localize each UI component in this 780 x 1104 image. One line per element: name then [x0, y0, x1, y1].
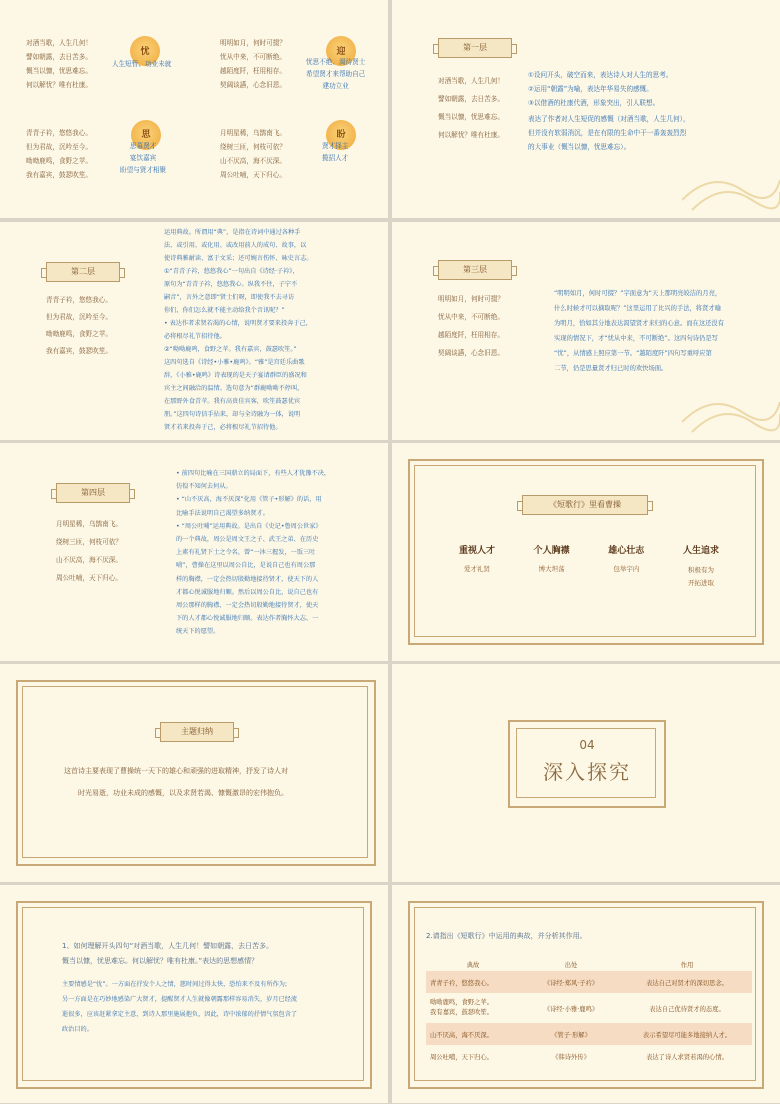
table-row [426, 971, 752, 993]
caption: 人生短暂、功业未就 [112, 60, 172, 68]
cell: 《管子·形解》 [551, 1031, 591, 1039]
cell: 青青子衿，悠悠我心。 [430, 979, 493, 987]
answer: 主要情感是“忧”。一方面在抒发个人之情，慈时间过得太快，恐怕来不及有所作为; 另一方面是在巧妙地感染广大贤才，提醒贤才人生就像朝露那样容易消失，岁月已经流 逝很多，应该赶紧拿定主意，到诗人那里施展抱负，因此，诗中浓郁的抒情气氛包含了 政治目的。 [62, 981, 298, 1033]
poem: 月明星稀，乌鹊南飞。 绕树三匝，何枝可依？ 山不厌高，海不厌深。 周公吐哺，天下归心。 [56, 520, 122, 582]
poem-bottom-left: 青青子衿，悠悠我心。 但为君故，沉吟至今。 呦呦鹿鸣，食野之苹。 我有嘉宾，鼓瑟吹笙。 [26, 129, 92, 179]
table-row [426, 1023, 752, 1045]
cell: 山不厌高，海不厌深。 [430, 1031, 493, 1039]
section-title: 《短歌行》里看曹操 [522, 495, 648, 515]
poem: 明明如月，何时可掇？ 忧从中来，不可断绝。 越陌度阡，枉用相存。 契阔谈讌，心念旧恩。 [438, 295, 504, 357]
analysis-text: • 前四句比喻在三国鼎立的局面下，有些人才犹豫不决， 仿徨不知何去何从。 • “山不厌高，海不厌深”化用《管子•形解》的话，用 比喻手法说明自己渴望多纳贤才。 • “周公吐哺”运用典故。是出自《史记•鲁周公世家》 的一个典故，周公是周文王之子、武王之弟、在历史 上素有礼贤下士之令名，曾“一沐三握发，一饭三吐 哺”，曹操在这里以周公自比，是说自己也有周公那 样的胸襟，一定会热切殷勤地接待贤才，使天下的人 才都心悦诚服地归顺。然后以周公自比，说自己也有 周公那样的胸襟，一定会热切殷勤地接待贤才，使天 下的人才都心悦诚服地归顺。表达作者胸怀大志、一 统天下的愿望。 [176, 470, 331, 636]
table-row [426, 1045, 752, 1067]
header-cell: 出处 [564, 961, 578, 969]
summary: 表达了作者对人生短促的感慨（对酒当歌，人生几何）， 但并没有软弱消沉，是在有限的生命中干一番轰轰烈烈 的大事业（慨当以慷，忧思难忘）。 [528, 115, 690, 151]
slide-8 [392, 664, 780, 882]
theme-text: 这首诗主要表现了曹操统一天下的雄心和顽强的进取精神，抒发了诗人对 时光易逝，功业未成的感慨，以及求贤若渴、慷慨激昂的宏伟抱负。 [64, 767, 288, 797]
trait-heading: 人生追求 [682, 546, 719, 556]
caption: 贤才择主 揽招人才 [322, 142, 349, 162]
slide-2 [392, 0, 780, 218]
notes: ①设问开头，破空而来，表达诗人对人生的思考。 ②运用“朝露”为喻，表达年华易失的感慨。 ③以借酒的杜康代酒，形象突出，引人联想。 [528, 71, 673, 107]
cell: 《韩诗外传》 [552, 1053, 590, 1061]
table-header [426, 957, 752, 971]
icon-char: 忧 [140, 47, 150, 57]
cell: 《诗经·郑风·子衿》 [543, 979, 599, 987]
trait-sub: 博大坦荡 [538, 565, 565, 573]
section-title: 深入探究 [543, 760, 631, 784]
section-label: 主题归纳 [160, 722, 234, 742]
poem-top-left: 对酒当歌，人生几何！ 譬如朝露，去日苦多。 慨当以慷，忧思难忘。 何以解忧？唯有杜康。 [26, 39, 92, 89]
cell: 表示希望尽可能多地接纳人才。 [642, 1031, 732, 1039]
table-row [426, 993, 752, 1023]
slide-4 [392, 222, 780, 440]
header-cell: 典故 [466, 961, 480, 969]
section-label: 第三层 [438, 260, 512, 280]
poem-top-right: 明明如月，何时可掇？ 忧从中来，不可断绝。 越陌度阡，枉用相存。 契阔谈讌，心念旧恩。 [220, 39, 286, 89]
analysis-text: “明明如月，何时可掇？”字面意为“天上那明亮皎洁的月亮， 什么时候才可以摘取呢？”这里运用了比兴的手法，将贤才喻 为明月，恰如其分地表达渴望贤才来归的心意。而在这还没有 实现的情况下，才“忧从中来，不可断绝”。这四句诗仍是写 “忧”，从情感上照应第一节。“越陌度阡”四句写重呼应第 二节，仍是思量贤才归已时的欢快场面。 [554, 290, 725, 372]
cell: 表达自己优待贤才的态度。 [649, 1005, 725, 1013]
analysis-text: 运用典故。所谓用“典”，是指在诗词中通过各种手 法、或引用、或化用、或改用前人的成句、故事，以 使诗典雅耐读、富于文采；还可婉言伤怀、咏史言志。 ①“青青子衿，悠悠我心”一句出自《诗经·子衿》， 原句为“青青子衿，悠悠我心。纵我不往，子宁不 嗣音”，言外之意即“贤士们呀，即使我不去寻访 你们，你们怎么就不能主动给我个音讯呢？” • 表达作者求贤若渴的心情，说明贤才要来投奔于己， 必将根尽礼节招待他。 ②“呦呦鹿鸣，食野之苹。我有嘉宾，鼓瑟吹笙。” 这四句选自《诗经•小雅•鹿鸣》。“雅”是宫廷乐曲歌 辞，《小雅•鹿鸣》诗表现的是天子宴请群臣的盛况和 宾主之间融洽的温情。选句意为“群鹿呦呦不停叫， 在那野外食青苹。我有高贵佳宾客，吹笙鼓瑟优宾 朋。”这四句诗信手拈来，却与全诗融为一体，说明 贤才若来投奔于己，必将根尽礼节招待他。 [164, 229, 313, 431]
trait-col [444, 543, 510, 590]
section-label: 第一层 [438, 38, 512, 58]
trait-heading: 雄心壮志 [608, 546, 645, 556]
trait-heading: 重视人才 [458, 546, 495, 556]
poem-bottom-right: 月明星稀，乌鹊南飞。 绕树三匝，何枝可依？ 山不厌高，海不厌深。 周公吐哺，天下归心。 [220, 129, 286, 179]
wave-decoration [682, 160, 780, 216]
wave-decoration [682, 382, 780, 438]
caption: 思慕贤才 宴饮嘉宾 盼望与贤才相聚 [120, 142, 167, 174]
trait-col [519, 543, 585, 590]
question: 1、如何理解开头四句“对酒当歌，人生几何！譬如朝露，去日苦多。 慨当以慷，忧思难忘。何以解忧？唯有杜康。”表达的思想感情？ [62, 942, 274, 965]
cell: 表达了诗人求贤若渴的心情。 [646, 1053, 728, 1061]
icon-char: 思 [141, 130, 151, 140]
icon-char: 盼 [336, 130, 346, 140]
slide-5 [0, 443, 388, 661]
slide-6 [392, 443, 780, 661]
header-cell: 作用 [680, 961, 694, 969]
caption: 忧思不绝、渴待贤士 希望贤才来帮助自己 建功立业 [306, 58, 366, 90]
slide-10 [392, 885, 780, 1103]
trait-sub: 爱才礼贤 [464, 565, 490, 573]
trait-sub: 积极有为 开拓进取 [687, 566, 714, 587]
trait-col [593, 543, 659, 590]
slide-9 [0, 885, 388, 1103]
cell: 呦呦鹿鸣，食野之苹。 我有嘉宾，鼓瑟吹笙。 [430, 999, 493, 1016]
section-label: 第二层 [46, 262, 120, 282]
poem: 青青子衿，悠悠我心。 但为君故，沉吟至今。 呦呦鹿鸣，食野之苹。 我有嘉宾，鼓瑟吹笙。 [46, 296, 112, 355]
section-number: 04 [579, 738, 595, 752]
poem: 对酒当歌，人生几何！ 譬如朝露，去日苦多。 慨当以慷，忧思难忘。 何以解忧？唯有杜康。 [438, 77, 504, 139]
question: 2.请指出《短歌行》中运用的典故，并分析其作用。 [426, 932, 587, 940]
slide-1 [0, 0, 388, 218]
cell: 《诗经·小雅·鹿鸣》 [543, 1005, 599, 1013]
trait-col [668, 543, 734, 590]
cell: 周公吐哺，天下归心。 [430, 1053, 493, 1061]
allusion-table [426, 957, 752, 1067]
slide-7 [0, 664, 388, 882]
slide-3 [0, 222, 388, 440]
cell: 表达自己对贤才的深切思念。 [646, 979, 728, 987]
trait-columns [444, 543, 734, 590]
icon-char: 迎 [336, 47, 346, 57]
trait-heading: 个人胸襟 [533, 546, 570, 556]
trait-sub: 包举宇内 [613, 565, 640, 573]
section-label: 第四层 [56, 483, 130, 503]
